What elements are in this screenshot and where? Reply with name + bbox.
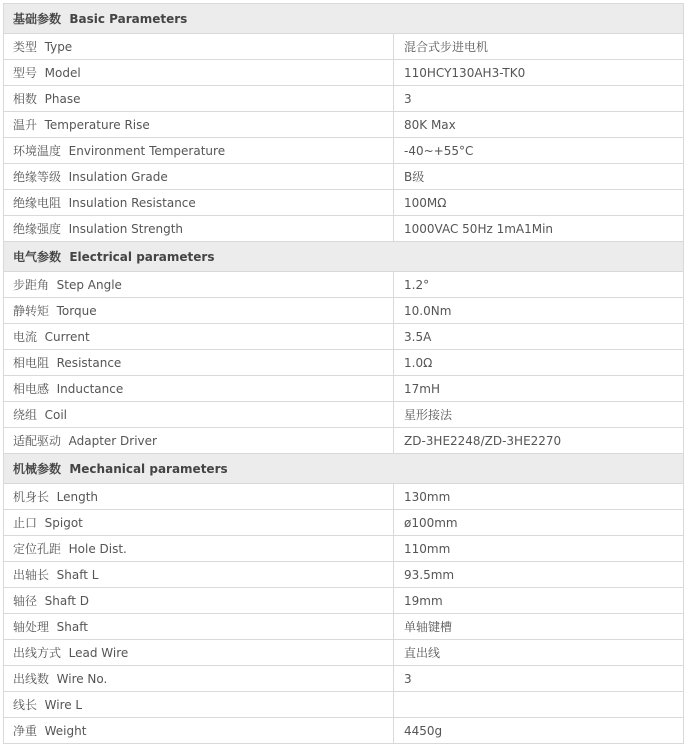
- spec-table: [3, 3, 684, 744]
- spec-label: 静转矩 Torque: [4, 298, 394, 324]
- spec-row-type: [4, 34, 684, 60]
- spec-row-shaft: [4, 614, 684, 640]
- spec-value: B级: [394, 164, 684, 190]
- spec-row-phase: [4, 86, 684, 112]
- spec-value: -40~+55°C: [394, 138, 684, 164]
- spec-label: 类型 Type: [4, 34, 394, 60]
- spec-row-insulation-grade: [4, 164, 684, 190]
- spec-value: 80K Max: [394, 112, 684, 138]
- spec-row-insulation-strength: [4, 216, 684, 242]
- spec-label: 步距角 Step Angle: [4, 272, 394, 298]
- spec-label: 定位孔距 Hole Dist.: [4, 536, 394, 562]
- spec-label: 绕组 Coil: [4, 402, 394, 428]
- spec-value: 130mm: [394, 484, 684, 510]
- spec-row-model: [4, 60, 684, 86]
- spec-row-current: [4, 324, 684, 350]
- spec-label: 出轴长 Shaft L: [4, 562, 394, 588]
- spec-value: 1.2°: [394, 272, 684, 298]
- spec-row-coil: [4, 402, 684, 428]
- spec-label: 相数 Phase: [4, 86, 394, 112]
- spec-label: 相电感 Inductance: [4, 376, 394, 402]
- spec-body: [4, 4, 684, 744]
- spec-value: ZD-3HE2248/ZD-3HE2270: [394, 428, 684, 454]
- spec-value: 3: [394, 666, 684, 692]
- spec-value: 93.5mm: [394, 562, 684, 588]
- spec-row-weight: [4, 718, 684, 744]
- spec-row-wire-l: [4, 692, 684, 718]
- spec-label: 净重 Weight: [4, 718, 394, 744]
- section-title: 基础参数 Basic Parameters: [4, 4, 684, 34]
- spec-value: ø100mm: [394, 510, 684, 536]
- spec-row-length: [4, 484, 684, 510]
- spec-row-temperature-rise: [4, 112, 684, 138]
- spec-row-step-angle: [4, 272, 684, 298]
- spec-row-wire-no: [4, 666, 684, 692]
- spec-value: 3.5A: [394, 324, 684, 350]
- spec-label: 线长 Wire L: [4, 692, 394, 718]
- spec-value: 3: [394, 86, 684, 112]
- spec-value: 1000VAC 50Hz 1mA1Min: [394, 216, 684, 242]
- spec-label: 机身长 Length: [4, 484, 394, 510]
- spec-label: 型号 Model: [4, 60, 394, 86]
- spec-row-spigot: [4, 510, 684, 536]
- section-header-basic-parameters: [4, 4, 684, 34]
- spec-row-torque: [4, 298, 684, 324]
- section-title: 机械参数 Mechanical parameters: [4, 454, 684, 484]
- spec-value: 混合式步进电机: [394, 34, 684, 60]
- spec-value: [394, 692, 684, 718]
- spec-value: 10.0Nm: [394, 298, 684, 324]
- spec-label: 环境温度 Environment Temperature: [4, 138, 394, 164]
- spec-label: 电流 Current: [4, 324, 394, 350]
- spec-label: 轴处理 Shaft: [4, 614, 394, 640]
- spec-value: 直出线: [394, 640, 684, 666]
- spec-row-shaft-l: [4, 562, 684, 588]
- section-header-mechanical-parameters: [4, 454, 684, 484]
- spec-row-shaft-d: [4, 588, 684, 614]
- spec-row-hole-dist: [4, 536, 684, 562]
- spec-value: 19mm: [394, 588, 684, 614]
- spec-row-adapter-driver: [4, 428, 684, 454]
- section-header-electrical-parameters: [4, 242, 684, 272]
- spec-row-inductance: [4, 376, 684, 402]
- spec-row-insulation-resistance: [4, 190, 684, 216]
- spec-label: 出线数 Wire No.: [4, 666, 394, 692]
- spec-label: 温升 Temperature Rise: [4, 112, 394, 138]
- spec-label: 止口 Spigot: [4, 510, 394, 536]
- spec-value: 17mH: [394, 376, 684, 402]
- spec-value: 4450g: [394, 718, 684, 744]
- spec-value: 110HCY130AH3-TK0: [394, 60, 684, 86]
- spec-label: 绝缘强度 Insulation Strength: [4, 216, 394, 242]
- spec-value: 星形接法: [394, 402, 684, 428]
- spec-value: 1.0Ω: [394, 350, 684, 376]
- spec-row-environment-temperature: [4, 138, 684, 164]
- spec-label: 相电阻 Resistance: [4, 350, 394, 376]
- spec-value: 110mm: [394, 536, 684, 562]
- spec-value: 单轴键槽: [394, 614, 684, 640]
- spec-row-lead-wire: [4, 640, 684, 666]
- spec-value: 100MΩ: [394, 190, 684, 216]
- spec-label: 适配驱动 Adapter Driver: [4, 428, 394, 454]
- spec-label: 绝缘等级 Insulation Grade: [4, 164, 394, 190]
- spec-row-resistance: [4, 350, 684, 376]
- section-title: 电气参数 Electrical parameters: [4, 242, 684, 272]
- spec-label: 出线方式 Lead Wire: [4, 640, 394, 666]
- spec-label: 绝缘电阻 Insulation Resistance: [4, 190, 394, 216]
- spec-label: 轴径 Shaft D: [4, 588, 394, 614]
